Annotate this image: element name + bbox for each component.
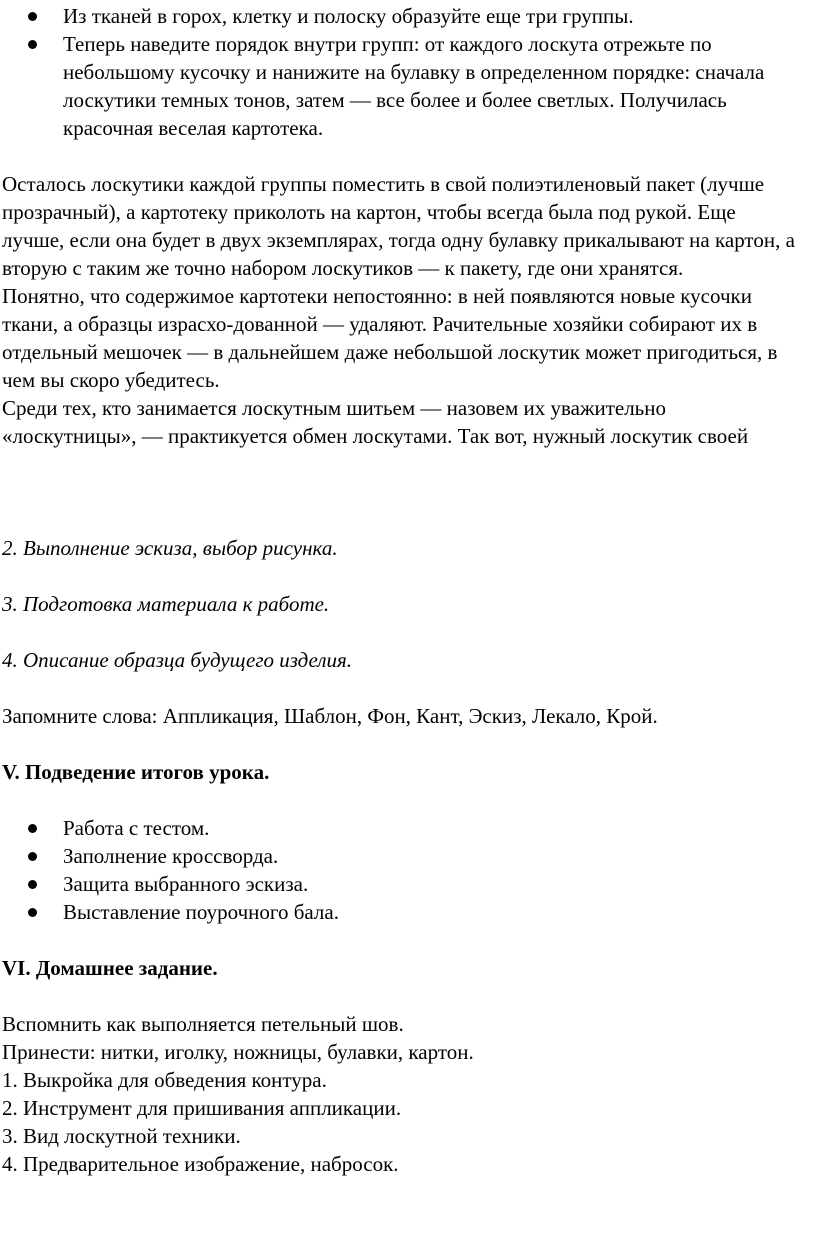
list-item: [0, 898, 816, 926]
homework-line: 2. Инструмент для пришивания аппликации.: [2, 1096, 402, 1120]
paragraph: Осталось лоскутики каждой группы поместить в свой полиэтиленовый пакет (лучше прозрачный), а картотеку приколоть на картон, чтобы всегда была под рукой. Еще лучше, если она будет в двух экземплярах, тогда одну булавку прикалывают на картон, а вторую с таким же точно набором лоскутиков — к пакету, где они хранятся.: [2, 172, 795, 280]
list-item-text: Теперь наведите порядок внутри групп: от каждого лоскута отрежьте по небольшому кусочку и нанижите на булавку в определенном порядке: сначала лоскутики темных тонов, затем — все более и более светлых. Получилась красочная веселая картотека.: [63, 32, 765, 140]
paragraph: Понятно, что содержимое картотеки непостоянно: в ней появляются новые кусочки ткани, а образцы израсхо-дованной — удаляют. Рачительные хозяйки собирают их в отдельный мешочек — в дальнейшем даже небольшой лоскутик может пригодиться, в чем вы скоро убедитесь.: [2, 284, 778, 392]
bullet-icon: [28, 852, 37, 861]
bullet-icon: [28, 880, 37, 889]
list-item: [0, 30, 816, 142]
section-heading: VI. Домашнее задание.: [2, 956, 218, 980]
top-bullet-list: [0, 2, 816, 142]
summary-bullet-list: [0, 814, 816, 926]
bullet-icon: [28, 40, 37, 49]
list-item: [0, 870, 816, 898]
list-item: [0, 2, 816, 30]
paragraph: Среди тех, кто занимается лоскутным шитьем — назовем их уважительно «лоскутницы», — практикуется обмен лоскутами. Так вот, нужный лоскутик своей: [2, 396, 749, 448]
section-heading: V. Подведение итогов урока.: [2, 760, 270, 784]
list-item-text: Защита выбранного эскиза.: [63, 872, 309, 896]
italic-item: 4. Описание образца будущего изделия.: [2, 648, 353, 672]
italic-item: 3. Подготовка материала к работе.: [2, 592, 330, 616]
list-item: [0, 842, 816, 870]
list-item-text: Из тканей в горох, клетку и полоску образуйте еще три группы.: [63, 4, 634, 28]
bullet-icon: [28, 908, 37, 917]
bullet-icon: [28, 824, 37, 833]
list-item-text: Работа с тестом.: [63, 816, 210, 840]
homework-line: Принести: нитки, иголку, ножницы, булавки, картон.: [2, 1040, 474, 1064]
homework-line: 1. Выкройка для обведения контура.: [2, 1068, 327, 1092]
homework-line: Вспомнить как выполняется петельный шов.: [2, 1012, 404, 1036]
bullet-icon: [28, 12, 37, 21]
list-item-text: Выставление поурочного бала.: [63, 900, 339, 924]
homework-line: 3. Вид лоскутной техники.: [2, 1124, 241, 1148]
remember-words: Запомните слова: Аппликация, Шаблон, Фон, Кант, Эскиз, Лекало, Крой.: [2, 704, 658, 728]
list-item-text: Заполнение кроссворда.: [63, 844, 279, 868]
list-item: [0, 814, 816, 842]
italic-item: 2. Выполнение эскиза, выбор рисунка.: [2, 536, 338, 560]
homework-line: 4. Предварительное изображение, набросок.: [2, 1152, 399, 1176]
